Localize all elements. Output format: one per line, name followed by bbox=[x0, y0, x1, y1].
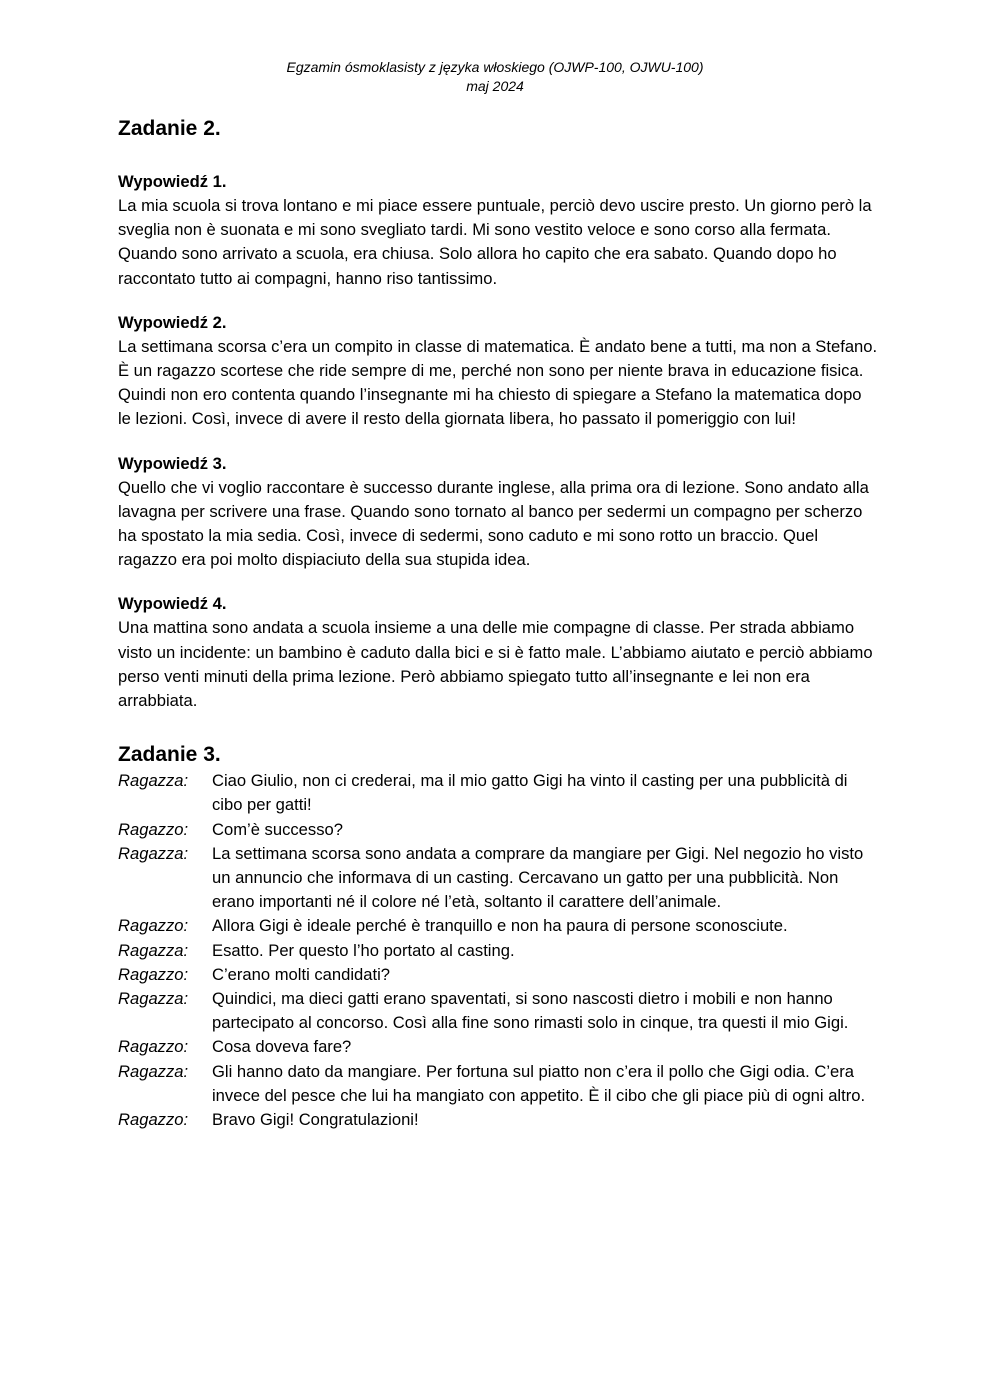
speaker-label: Ragazzo: bbox=[118, 1110, 189, 1130]
utterance-text: Allora Gigi è ideale perché è tranquillo e non ha paura di persone sconosciute. bbox=[212, 916, 788, 936]
header-exam-title: Egzamin ósmoklasisty z języka włoskiego (OJWP-100, OJWU-100) bbox=[286, 59, 704, 75]
statement-3 bbox=[118, 452, 878, 573]
page-header bbox=[0, 58, 990, 96]
statement-title: Wypowiedź 3. bbox=[118, 453, 227, 473]
statement-title: Wypowiedź 1. bbox=[118, 172, 227, 191]
utterance-text: Com’è successo? bbox=[212, 819, 343, 839]
utterance-text: Esatto. Per questo l’ho portato al casting. bbox=[212, 940, 515, 960]
statement-title: Wypowiedź 2. bbox=[118, 312, 227, 332]
statement-text: La settimana scorsa c’era un compito in classe di matematica. È andato bene a tutti, ma non a Stefano. È un ragazzo scortese che ride sempre di me, perché non sono per niente brava in educazione fisica. Quindi non ero contenta quando l’insegnante mi ha chiesto di spiegare a Stefano la matematica dopo le lezioni. Così, invece di avere il resto della giornata libera, ho passato il pomeriggio con lui! bbox=[118, 336, 878, 429]
statement-4 bbox=[118, 592, 878, 713]
speaker-label: Ragazza: bbox=[118, 843, 189, 863]
utterance-text: Quindici, ma dieci gatti erano spaventati, si sono nascosti dietro i mobili e non hanno partecipato al concorso. Così alla fine sono rimasti solo in cinque, tra questi il mio Gigi. bbox=[212, 989, 849, 1033]
dialogue-line bbox=[118, 1108, 878, 1132]
utterance-text: Gli hanno dato da mangiare. Per fortuna sul piatto non c’era il pollo che Gigi odia. C’era invece del pesce che lui ha mangiato con appetito. È il cibo che gli piace più di ogni altro. bbox=[212, 1061, 866, 1105]
speaker-label: Ragazzo: bbox=[118, 819, 189, 839]
dialogue-line bbox=[118, 939, 878, 963]
statement-title: Wypowiedź 4. bbox=[118, 594, 227, 614]
dialogue-line bbox=[118, 769, 878, 817]
dialogue-line bbox=[118, 914, 878, 938]
speaker-label: Ragazzo: bbox=[118, 964, 189, 984]
dialogue-line bbox=[118, 842, 878, 915]
speaker-label: Ragazza: bbox=[118, 1061, 189, 1081]
utterance-text: La settimana scorsa sono andata a comprare da mangiare per Gigi. Nel negozio ho visto un annuncio che informava di un casting. Cercavano un gatto per una pubblicità. Non erano importanti né il colore né l’età, soltanto il carattere dell’animale. bbox=[212, 843, 864, 912]
speaker-label: Ragazzo: bbox=[118, 916, 189, 936]
task3-title: Zadanie 3. bbox=[118, 743, 221, 767]
speaker-label: Ragazza: bbox=[118, 771, 189, 791]
dialogue-line bbox=[118, 1060, 878, 1108]
dialogue-line bbox=[118, 963, 878, 987]
page-content bbox=[118, 114, 878, 1132]
utterance-text: Ciao Giulio, non ci crederai, ma il mio gatto Gigi ha vinto il casting per una pubblicità di cibo per gatti! bbox=[212, 771, 848, 815]
statement-text: La mia scuola si trova lontano e mi piace essere puntuale, perciò devo uscire presto. Un giorno però la sveglia non è suonata e mi sono svegliato tardi. Mi sono vestito veloce e sono corso alla fermata. Quando sono arrivato a scuola, era chiusa. Solo allora ho capito che era sabato. Quando dopo ho raccontato tutto ai compagni, hanno riso tantissimo. bbox=[118, 196, 872, 288]
dialogue-line bbox=[118, 1035, 878, 1059]
header-date: maj 2024 bbox=[466, 78, 524, 94]
utterance-text: C’erano molti candidati? bbox=[212, 964, 391, 984]
dialogue bbox=[118, 769, 878, 1132]
speaker-label: Ragazza: bbox=[118, 940, 189, 960]
speaker-label: Ragazzo: bbox=[118, 1037, 189, 1057]
utterance-text: Bravo Gigi! Congratulazioni! bbox=[212, 1110, 419, 1130]
utterance-text: Cosa doveva fare? bbox=[212, 1037, 352, 1057]
statement-2 bbox=[118, 311, 878, 432]
statement-1 bbox=[118, 170, 878, 291]
speaker-label: Ragazza: bbox=[118, 989, 189, 1009]
dialogue-line bbox=[118, 818, 878, 842]
statement-text: Una mattina sono andata a scuola insieme a una delle mie compagne di classe. Per strada abbiamo visto un incidente: un bambino è caduto dalla bici e si è fatto male. L’abbiamo aiutato e perciò abbiamo perso venti minuti della prima lezione. Però abbiamo spiegato tutto all’insegnante e lei non era arrabbiata. bbox=[118, 618, 873, 711]
task2-title: Zadanie 2. bbox=[118, 117, 221, 140]
dialogue-line bbox=[118, 987, 878, 1035]
statement-text: Quello che vi voglio raccontare è successo durante inglese, alla prima ora di lezione. Sono andato alla lavagna per scrivere una frase. Quando sono tornato al banco per sedermi un compagno per scherzo ha spostato la mia sedia. Così, invece di sedermi, sono caduto e mi sono rotto un braccio. Quel ragazzo era poi molto dispiaciuto della sua stupida idea. bbox=[118, 477, 869, 570]
